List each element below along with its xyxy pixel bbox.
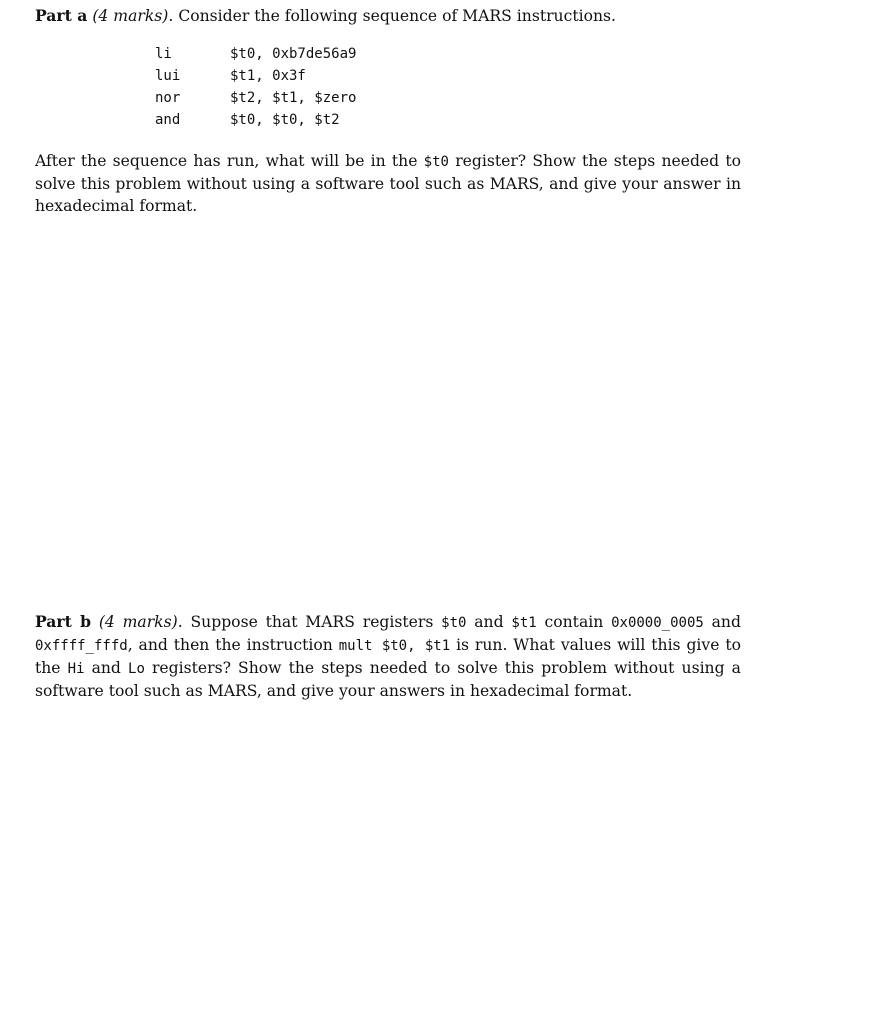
part-a-question (35, 150, 741, 217)
code-listing (155, 43, 356, 131)
register-name: $t0 (441, 615, 467, 631)
code-opcode: nor (155, 90, 181, 106)
register-name: $t0 (423, 154, 449, 170)
part-a-heading: Part a (35, 6, 88, 25)
part-b-text: , and then the instruction (127, 636, 333, 654)
code-opcode: and (155, 112, 181, 128)
code-operands: $t0, 0xb7de56a9 (230, 46, 357, 62)
hex-value: 0xffff_fffd (35, 638, 128, 654)
part-b-heading: Part b (35, 612, 92, 631)
part-b-text: is run. What values will this give to the (35, 636, 741, 677)
code-line (155, 109, 356, 131)
register-name: $t1 (511, 615, 537, 631)
part-a-marks: (4 marks). (92, 7, 174, 25)
part-a-intro (35, 5, 741, 27)
part-b-text: registers? Show the steps needed to solve this problem without using a software tool such as MARS, and give your answers in hexadecimal format. (35, 659, 741, 700)
part-b-text: contain (544, 613, 604, 631)
code-line (155, 65, 356, 87)
hex-value: 0x0000_0005 (611, 615, 704, 631)
part-a-intro-text: Consider the following sequence of MARS instructions. (178, 7, 616, 25)
register-name: Hi (67, 661, 85, 677)
part-b-text: and (91, 659, 121, 677)
code-opcode: lui (155, 68, 181, 84)
part-b-text: and (474, 613, 504, 631)
question-text: After the sequence has run, what will be in the (35, 152, 418, 170)
part-b-text: and (711, 613, 741, 631)
code-operands: $t2, $t1, $zero (230, 90, 357, 106)
code-line (155, 87, 356, 109)
part-b-text: Suppose that MARS registers (190, 613, 434, 631)
code-line (155, 43, 356, 65)
instruction: mult $t0, $t1 (338, 638, 451, 654)
question-text: register? Show the steps needed to solve this problem without using a software tool such as MARS, and give your answer in hexadecimal format. (35, 152, 741, 215)
register-name: Lo (128, 661, 145, 677)
code-operands: $t0, $t0, $t2 (230, 112, 340, 128)
part-b-marks: (4 marks). (98, 613, 183, 631)
part-b (35, 611, 741, 702)
code-opcode: li (155, 46, 172, 62)
code-operands: $t1, 0x3f (230, 68, 306, 84)
